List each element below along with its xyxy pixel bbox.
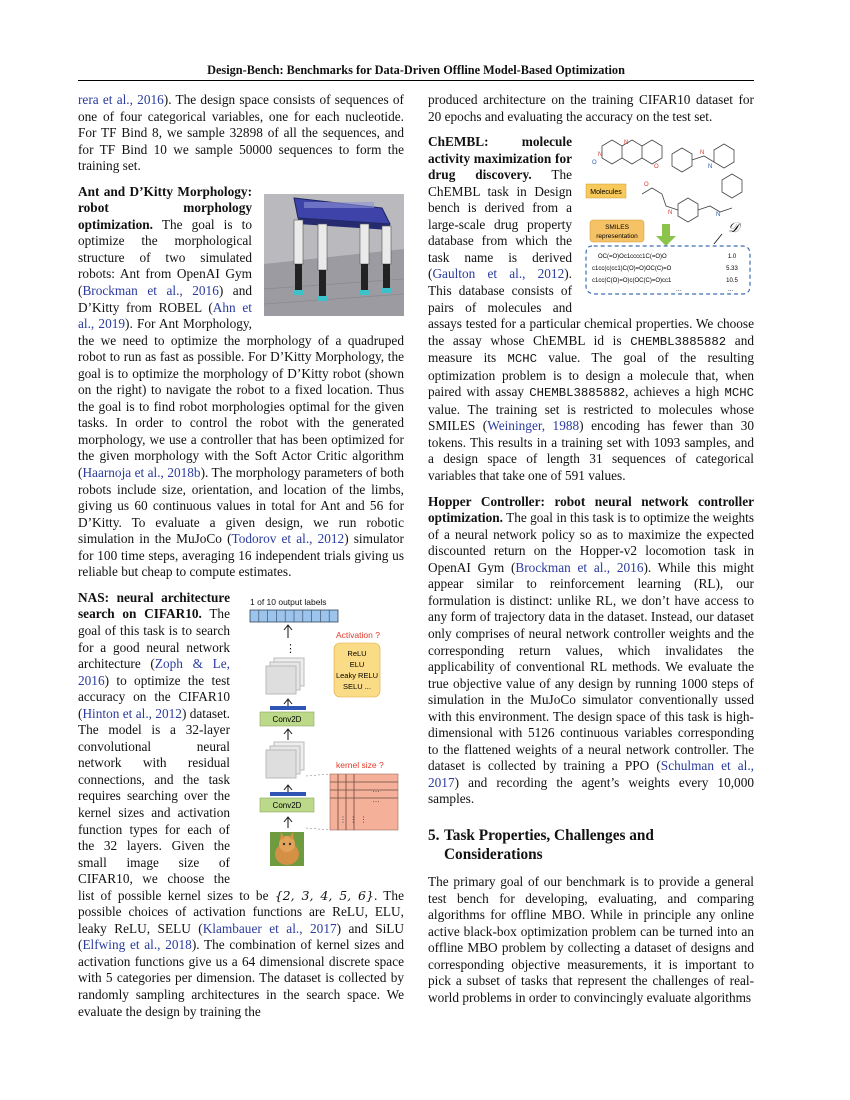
svg-text:Conv2D: Conv2D	[272, 800, 302, 810]
svg-text:OC(=O)Oc1cccc1C(=O)O: OC(=O)Oc1cccc1C(=O)O	[598, 254, 667, 261]
svg-text:c1cc(C(O)=O)c(OC(C)=O)cc1: c1cc(C(O)=O)c(OC(C)=O)cc1	[592, 278, 672, 285]
svg-text:c1cc(c(cc1)C(O)=O)OC(C)=O: c1cc(c(cc1)C(O)=O)OC(C)=O	[592, 266, 672, 273]
section-5-paragraph: The primary goal of our benchmark is to provide a general test bench for developing, evaluating, and comparing algorithms for offline MBO. While in principle any online active black-box optimization problem can be turned into an offline MBO problem by collecting a dataset of designs and corresponding objective measurements, it is important to pick a subset of tasks that represent the challenges of real-world problems in order to convincingly evaluate algorithms	[428, 873, 754, 1005]
svg-text:⋮ ⋮ ⋮: ⋮ ⋮ ⋮	[339, 814, 368, 824]
svg-text:N: N	[668, 210, 673, 217]
svg-text:N: N	[716, 212, 721, 219]
svg-text:SMILES: SMILES	[605, 224, 629, 232]
svg-text:O: O	[592, 160, 597, 167]
chembl-heading: ChEMBL: molecule activity maximization for drug discovery.	[428, 134, 572, 183]
output-labels-caption: 1 of 10 output labels	[250, 596, 327, 607]
kernel-size-set: {2, 3, 4, 5, 6}	[274, 887, 374, 903]
svg-text:O: O	[654, 164, 659, 171]
citation-link[interactable]: Brockman et al., 2016	[515, 559, 644, 575]
nas-figure	[244, 596, 404, 878]
svg-text:5.33: 5.33	[726, 266, 738, 273]
svg-text:…: …	[372, 784, 380, 794]
activation-label: Activation ?	[336, 629, 380, 640]
mchc-label: MCHC	[507, 352, 537, 367]
chembl-figure	[582, 134, 754, 302]
header-rule	[78, 80, 754, 81]
feature-maps-bottom	[266, 742, 304, 778]
svg-text:representation: representation	[596, 233, 638, 241]
section-5-heading	[428, 826, 754, 864]
svg-text:kernel size ?: kernel size ?	[336, 759, 384, 770]
assay-id: CHEMBL3885882	[630, 334, 727, 349]
output-vector	[250, 610, 338, 622]
citation-link[interactable]: Hinton et al., 2012	[82, 705, 182, 721]
activation-box	[334, 630, 380, 697]
citation-link[interactable]: Ahn et al., 2019	[78, 299, 252, 332]
ant-dkitty-heading: Ant and D’Kitty Morphology: robot morphology optimization.	[78, 183, 252, 232]
citation-link[interactable]: Gaulton et al., 2012	[432, 266, 565, 282]
mchc-label: MCHC	[724, 386, 755, 401]
nas-heading: NAS: neural architecture search on CIFAR10.	[78, 589, 230, 622]
cifar-cat-image	[270, 832, 304, 866]
svg-text:N: N	[598, 152, 603, 159]
citation-link[interactable]: Todorov et al., 2012	[231, 531, 345, 547]
section-number: 5.	[428, 826, 440, 844]
svg-text:N: N	[708, 164, 713, 171]
svg-text:SELU ...: SELU ...	[343, 681, 371, 691]
svg-text:10.5: 10.5	[726, 278, 738, 285]
running-header: Design-Bench: Benchmarks for Data-Driven Offline Model-Based Optimization	[207, 63, 625, 77]
svg-text:ReLU: ReLU	[347, 648, 367, 658]
right-column	[428, 92, 754, 1006]
nas-architecture-diagram	[244, 596, 404, 878]
citation-link[interactable]: Schulman et al., 2017	[428, 758, 755, 790]
svg-text:…: …	[372, 794, 380, 804]
nas-paragraph-end: produced architecture on the training CIFAR10 dataset for 20 epochs and evaluating the accuracy on the test set.	[428, 92, 754, 124]
svg-text:O: O	[644, 182, 649, 189]
citation-link[interactable]: Haarnoja et al., 2018b	[82, 465, 201, 481]
svg-text:...: ...	[728, 287, 734, 294]
dkitty-robot-image	[264, 194, 404, 316]
down-arrow	[656, 224, 676, 246]
hopper-paragraph: Hopper Controller: robot neural network controller optimization. The goal in this task is to optimize the weights of a neural network policy so as to maximize the expected discounted return on the Hopper-v2 locomotion task in OpenAI Gym (Brockman et al., 2016). While this might appear similar to reinforcement learning (RL), our formulation is distinct: unlike RL, we don’t have access to any form of trajectory data in the dataset. Instead, our dataset only comprises of neural network controller weights and the corresponding return values, which invalidates the applicability of conventional RL methods. We evaluate the true objective value of any design by running 1000 steps of simulation in the MuJoCo simulator conventionally ussed with this environment. The design space of this task is high-dimensional with 5126 continuous variables corresponding to the flattened weights of a neural network controller. The dataset is collected by training a PPO (Schulman et al., 2017) and recording the agent’s weights every 10,000 samples.	[428, 493, 755, 807]
dataset-symbol: 𝒟	[728, 219, 740, 236]
section-title: Task Properties, Challenges and Considerations	[444, 826, 654, 863]
citation-link[interactable]: Elfwing et al., 2018	[82, 937, 192, 953]
assay-id: CHEMBL3885882	[529, 386, 626, 401]
svg-text:N: N	[624, 140, 629, 147]
citation-link[interactable]: Brockman et al., 2016	[82, 283, 219, 299]
citation-link[interactable]: Klambauer et al., 2017	[202, 920, 337, 936]
tfbind-paragraph-end: rera et al., 2016). The design space consists of sequences of one of four categorical variables, one for each nucleotide. For TF Bind 8, we sample 32898 of all the sequences, and for TF Bind 10 we sample 50000 sequences to form the training set.	[78, 92, 404, 174]
svg-text:ELU: ELU	[349, 659, 365, 669]
citation-link[interactable]: Zoph & Le, 2016	[78, 656, 230, 688]
ant-dkitty-paragraph: Ant and D’Kitty Morphology: robot morphology optimization. The goal is to optimize the morphological structure of two simulated robots: Ant from OpenAI Gym (Brockman et al., 2016) and D’Kitty from ROBEL (Ahn et al., 2019). For Ant Morphology, the we need to optimize the morphology of a quadruped robot to run as fast as possible. For D’Kitty Morphology, the goal is to optimize the morphology of D’Kitty robot (shown on the right) to navigate the robot to a fixed location. Thus the goal is to find robot morphologies optimal for the given tasks. In order to control the robot with the generated morphology, we use a controller that has been optimized for the given morphology with the Soft Actor Critic algorithm (Haarnoja et al., 2018b). The morphology parameters of both robots include size, orientation, and location of the limbs, giving us 60 continuous values in total for Ant and 56 for D’Kitty. To evaluate a given design, we run robotic simulation in the MuJoCo (Todorov et al., 2012) simulator for 100 time steps, averaging 16 independent trials giving us reliable but cheap to compute estimates.	[78, 183, 404, 580]
dkitty-robot-drawing	[264, 194, 404, 316]
feature-maps-top	[266, 658, 304, 694]
citation-link[interactable]: rera et al., 2016	[78, 92, 164, 107]
svg-text:N: N	[700, 150, 705, 157]
citation-link[interactable]: Weininger, 1988	[487, 418, 580, 434]
chembl-dataset-diagram	[582, 134, 754, 302]
left-column	[78, 92, 404, 1020]
svg-text:Molecules: Molecules	[590, 189, 622, 197]
svg-text:...: ...	[676, 287, 682, 294]
kernel-grid	[306, 760, 398, 830]
svg-text:Leaky RELU: Leaky RELU	[335, 670, 379, 680]
svg-text:1.0: 1.0	[727, 254, 737, 261]
stack-dots: ⋮	[285, 642, 296, 655]
chembl-paragraph: N N O N O N N N O Molecules SMILES representation 𝒟 OC(=O)Oc1cccc1C(=O)O 1.0 c1cc(c(cc1)C(O)=O)OC(C)=O 5.33 c1cc(C(O)=O)c(OC(C)=O)cc1 10.5 ... ... ChEMBL: molecule activity maximization for drug discovery. The ChEMBL task in Design bench is derived from a large-scale drug property database from which the task name is derived (Gaulton et al., 2012). This database consists of pairs of molecules and assays tested for a particular chemical properties. We choose the assay whose ChEMBL id is CHEMBL3885882 and measure its MCHC value. The goal of the resulting optimization problem is to design a molecule that, when paired with assay CHEMBL3885882, achieves a high MCHC value. The training set is restricted to molecules whose SMILES (Weininger, 1988) encoding has fewer than 30 tokens. This results in a training set with 1093 samples, and a design space of length 31 sequences of categorical variables that take one of 591 values.	[428, 134, 755, 484]
nas-paragraph: 1 of 10 output labels ⋮ Activation ? ReLU ELU Leaky RELU SELU ... Conv2D Conv2D kernel size ? … … ⋮ ⋮ ⋮ NAS: neural architecture search on CIFAR10. The goal of this task is to search for a good neural network architecture (Zoph & Le, 2016) to optimize the test accuracy on the CIFAR10 (Hinton et al., 2012) dataset. The model is a 32-layer convolutional neural network with residual connections, and the task requires searching over the kernel sizes and activation function types for each of the 32 layers. Given the small image size of CIFAR10, we choose the list of possible kernel sizes to be {2, 3, 4, 5, 6}. The possible choices of activation functions are ReLU, ELU, leaky ReLU, SELU (Klambauer et al., 2017) and SiLU (Elfwing et al., 2018). The combination of kernel sizes and activation functions give us a 64 dimensional discrete space with 5 categories per dimension. The dataset is collected by randomly sampling architectures in the search space. We evaluate the design by training the	[78, 589, 405, 1019]
hopper-heading: Hopper Controller: robot neural network controller optimization.	[428, 493, 754, 526]
svg-text:Conv2D: Conv2D	[272, 714, 302, 724]
